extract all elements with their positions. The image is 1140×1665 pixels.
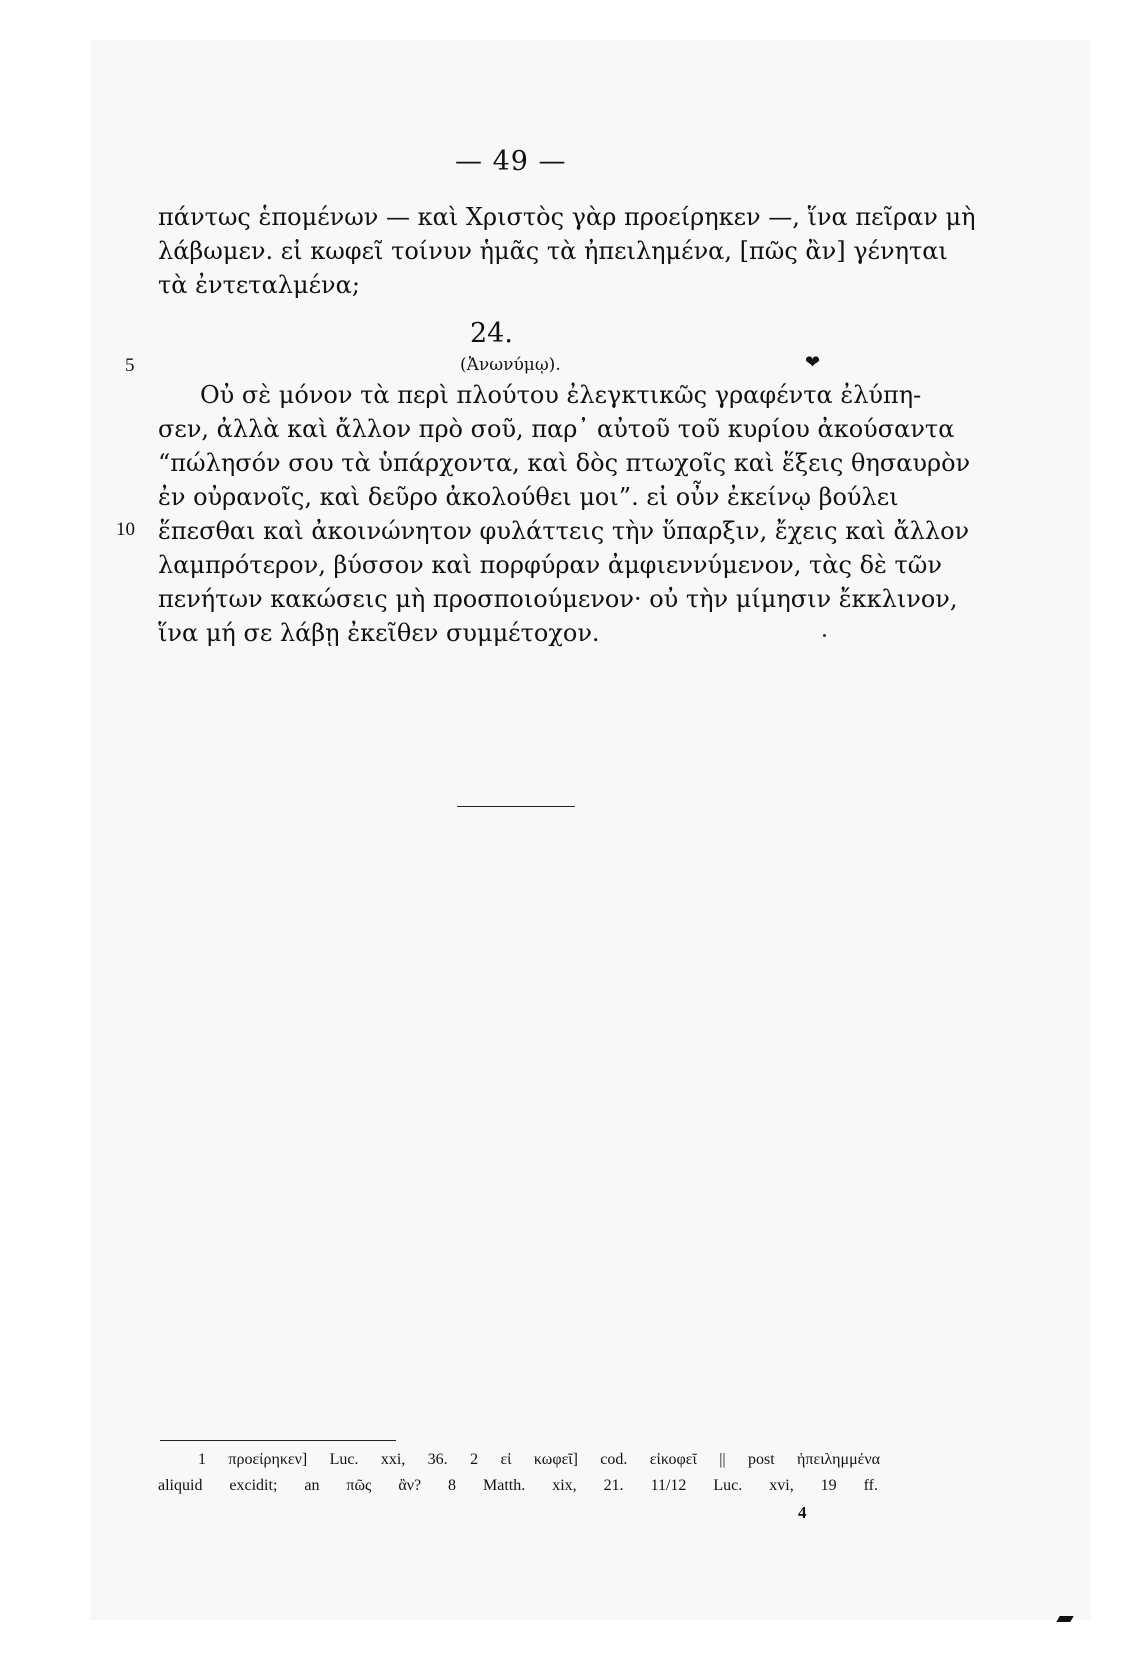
stray-dot <box>823 634 826 637</box>
body-line-1: πάντως ἑπομένων — καὶ Χριστὸς γὰρ προείρηκεν —, ἵνα πεῖραν μὴ <box>158 203 976 231</box>
section-line-7: πενήτων κακώσεις μὴ προσποιούμενον· οὐ τὴν μίμησιν ἔκκλινον, <box>158 585 958 613</box>
footnote-line-2: aliquid excidit; an πῶς ἂν? 8 Matth. xix, 21. 11/12 Luc. xvi, 19 ff. <box>158 1477 878 1494</box>
section-line-4: ἐν οὐρανοῖς, καὶ δεῦρο ἀκολούθει μοι”. εἰ οὖν ἐκείνῳ βούλει <box>158 483 899 511</box>
signature-mark: 4 <box>798 1503 807 1522</box>
footnote-line-1: 1 προείρηκεν] Luc. xxi, 36. 2 εἰ κωφεῖ] cod. εἰκοφεῖ || post ἠπειλημμένα <box>198 1451 880 1468</box>
body-line-2: λάβωμεν. εἰ κωφεῖ τοίνυν ἡμᾶς τὰ ἠπειλημένα, [πῶς ἂν] γένηται <box>158 237 948 265</box>
scan-edge-mark <box>1056 1616 1073 1622</box>
section-line-1: Οὐ σὲ μόνον τὰ περὶ πλούτου ἐλεγκτικῶς γραφέντα ἐλύπη- <box>200 381 922 409</box>
section-line-3: “πώλησόν σου τὰ ὑπάρχοντα, καὶ δὸς πτωχοῖς καὶ ἕξεις θησαυρὸν <box>158 449 971 477</box>
section-line-5: ἕπεσθαι καὶ ἀκοινώνητον φυλάττεις τὴν ὕπαρξιν, ἔχεις καὶ ἄλλον <box>158 517 970 545</box>
section-line-2: σεν, ἀλλὰ καὶ ἄλλον πρὸ σοῦ, παρ᾽ αὐτοῦ τοῦ κυρίου ἀκούσαντα <box>158 415 955 443</box>
margin-mark-icon: ❤ <box>805 352 821 373</box>
page-number-header: — 49 — <box>455 146 567 177</box>
section-line-6: λαμπρότερον, βύσσον καὶ πορφύραν ἀμφιεννύμενον, τὰς δὲ τῶν <box>158 551 942 579</box>
section-line-8: ἵνα μή σε λάβῃ ἐκεῖθεν συμμέτοχον. <box>158 619 600 647</box>
section-number: 24. <box>470 318 513 349</box>
line-number-5: 5 <box>125 355 135 376</box>
line-number-10: 10 <box>116 519 135 540</box>
body-line-3: τὰ ἐντεταλμένα; <box>158 271 360 299</box>
section-title: (Ἀνωνύμῳ). <box>460 355 561 375</box>
footnote-rule <box>160 1440 396 1441</box>
section-end-rule <box>457 806 575 807</box>
